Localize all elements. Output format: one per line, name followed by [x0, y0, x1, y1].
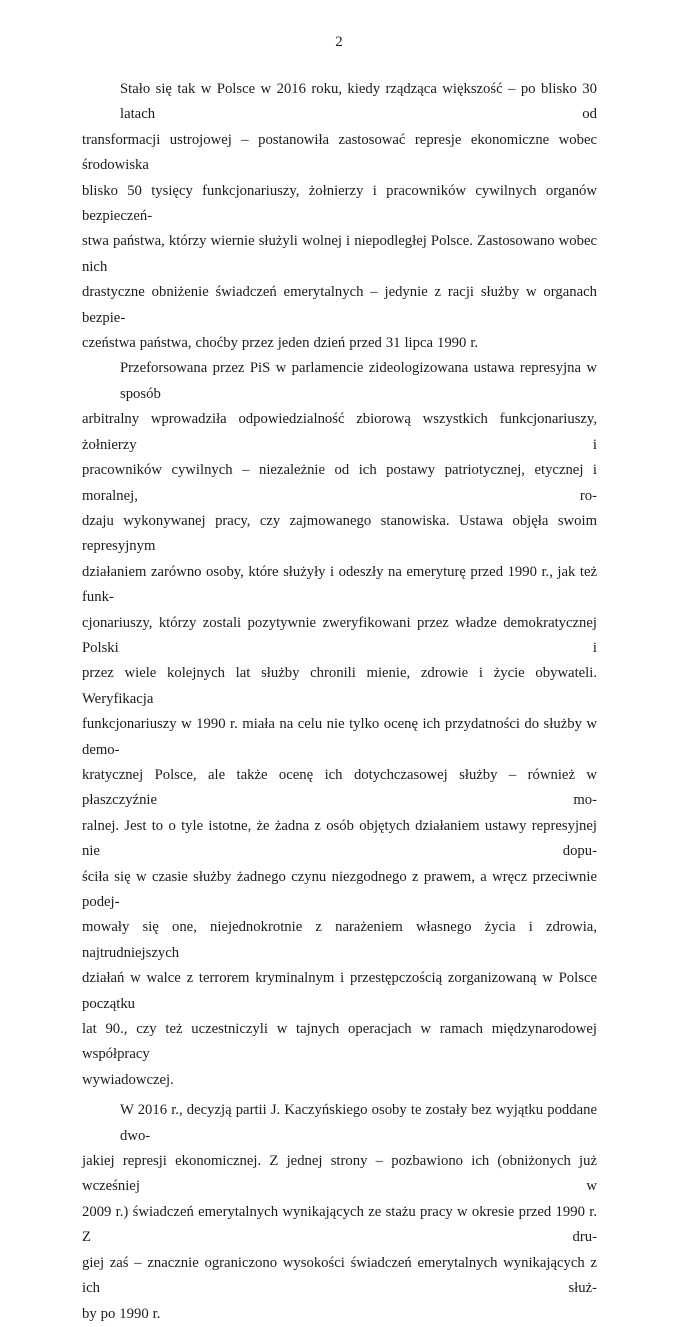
text-line: pracowników cywilnych – niezależnie od ich postawy patriotycznej, etycznej i moralnej, ro-: [82, 462, 597, 504]
text-line: 2009 r.) świadczeń emerytalnych wynikających ze stażu pracy w okresie przed 1990 r. Z dru-: [82, 1203, 597, 1246]
paragraph: [82, 77, 597, 356]
text-line: transformacji ustrojowej – postanowiła zastosować represje ekonomiczne wobec środowiska: [82, 131, 597, 174]
paragraph: [82, 356, 597, 1093]
text-line: by po 1990 r.: [82, 1305, 161, 1322]
text-line: giej zaś – znacznie ograniczono wysokości świadczeń emerytalnych wynikających z ich służ-: [82, 1254, 597, 1297]
text-line: ściła się w czasie służby żadnego czynu niezgodnego z prawem, a wręcz przeciwnie podej-: [82, 868, 597, 910]
text-line: stwa państwa, którzy wiernie służyli wolnej i niepodległej Polsce. Zastosowano wobec nich: [82, 233, 597, 275]
text-line: wywiadowczej.: [82, 1071, 174, 1088]
text-line: jakiej represji ekonomicznej. Z jednej strony – pozbawiono ich (obniżonych już wcześniej w: [82, 1153, 597, 1195]
paragraph: [82, 1098, 597, 1327]
text-line: dzaju wykonywanej pracy, czy zajmowanego stanowiska. Ustawa objęła swoim represyjnym: [82, 512, 597, 555]
text-line: czeństwa państwa, choćby przez jeden dzień przed 31 lipca 1990 r.: [82, 335, 479, 352]
text-line: przez wiele kolejnych lat służby chronili mienie, zdrowie i życie obywateli. Weryfikacja: [82, 665, 597, 707]
text-line: Przeforsowana przez PiS w parlamencie zideologizowana ustawa represyjna w sposób: [120, 360, 597, 402]
page-number: 2: [335, 34, 343, 50]
text-line: arbitralny wprowadziła odpowiedzialność zbiorową wszystkich funkcjonariuszy, żołnierzy i: [82, 411, 597, 453]
text-line: drastyczne obniżenie świadczeń emerytalnych – jedynie z racji służby w organach bezpie-: [82, 284, 597, 326]
text-line: blisko 50 tysięcy funkcjonariuszy, żołnierzy i pracowników cywilnych organów bezpieczeń-: [82, 182, 597, 225]
text-line: działań w walce z terrorem kryminalnym i przestępczością zorganizowaną w Polsce początku: [82, 970, 597, 1012]
text-line: działaniem zarówno osoby, które służyły i odeszły na emeryturę przed 1990 r., jak też funk-: [82, 563, 597, 606]
text-line: funkcjonariuszy w 1990 r. miała na celu nie tylko ocenę ich przydatności do służby w demo-: [82, 716, 597, 758]
text-line: lat 90., czy też uczestniczyli w tajnych operacjach w ramach międzynarodowej współpracy: [82, 1021, 597, 1063]
text-line: mowały się one, niejednokrotnie z narażeniem własnego życia i zdrowia, najtrudniejszych: [82, 919, 597, 961]
document-body: [82, 77, 597, 1327]
text-line: ralnej. Jest to o tyle istotne, że żadna z osób objętych działaniem ustawy represyjnej nie dopu-: [82, 817, 597, 860]
text-line: Stało się tak w Polsce w 2016 roku, kiedy rządząca większość – po blisko 30 latach od: [120, 81, 597, 123]
text-line: cjonariuszy, którzy zostali pozytywnie zweryfikowani przez władze demokratycznej Polski i: [82, 614, 597, 656]
text-line: W 2016 r., decyzją partii J. Kaczyńskiego osoby te zostały bez wyjątku poddane dwo-: [120, 1102, 597, 1144]
text-line: kratycznej Polsce, ale także ocenę ich dotychczasowej służby – również w płaszczyźnie mo-: [82, 766, 597, 809]
